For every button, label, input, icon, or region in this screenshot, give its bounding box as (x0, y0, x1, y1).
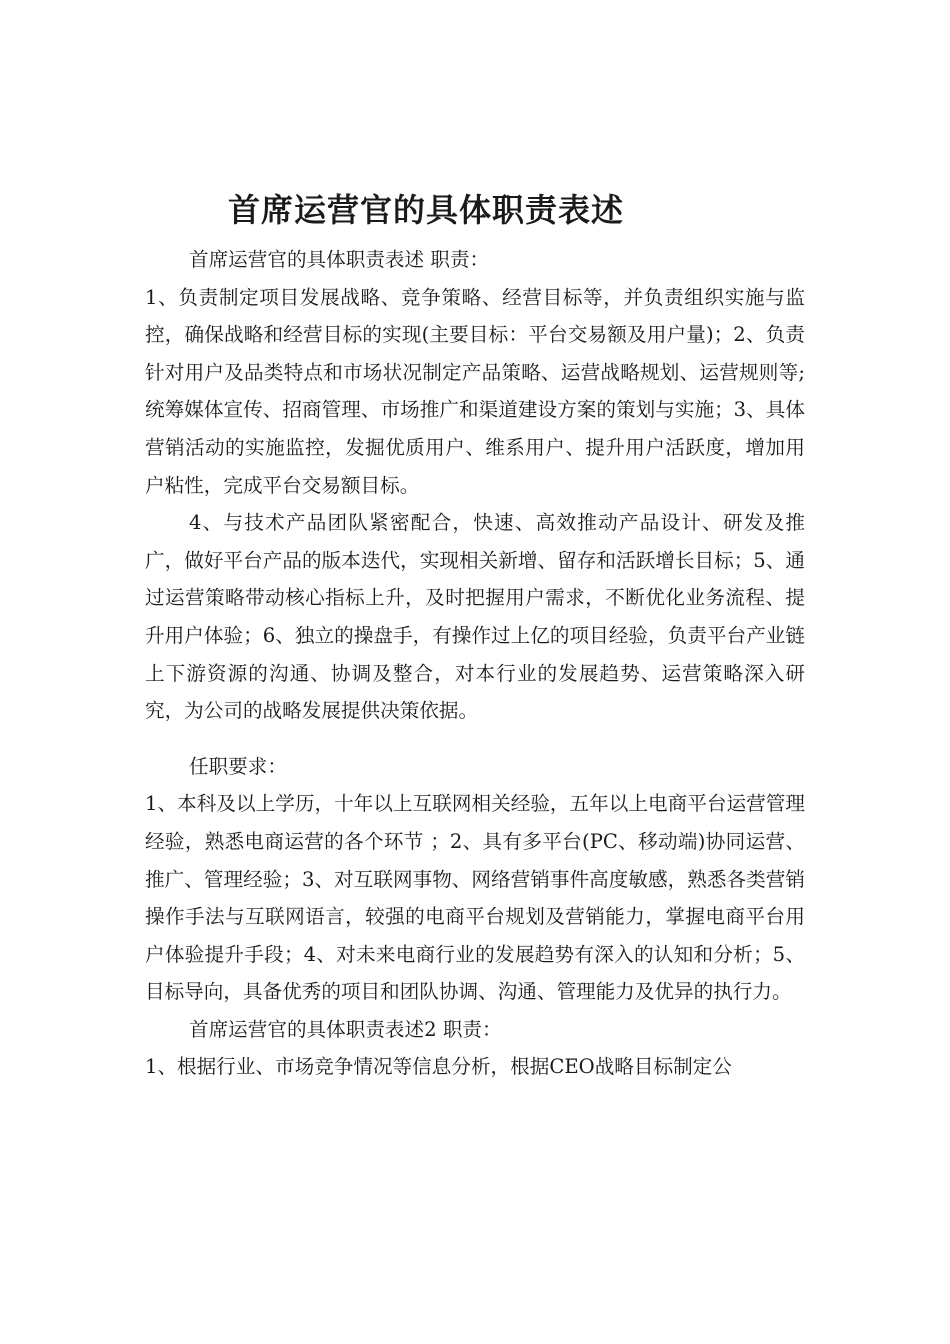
paragraph-duties-part-1: 1、负责制定项目发展战略、竞争策略、经营目标等，并负责组织实施与监控，确保战略和经营目标的实现(主要目标：平台交易额及用户量)；2、负责针对用户及品类特点和市场状况制定产品策略、运营战略规划、运营规则等;统筹媒体宣传、招商管理、市场推广和渠道建设方案的策划与实施；3、具体营销活动的实施监控，发掘优质用户、维系用户、提升用户活跃度，增加用户粘性，完成平台交易额目标。 (145, 285, 805, 497)
paragraph-requirements: 1、本科及以上学历，十年以上互联网相关经验，五年以上电商平台运营管理经验，熟悉电商运营的各个环节 ；2、具有多平台(PC、移动端)协同运营、推广、管理经验；3、对互联网事物、网络营销事件高度敏感，熟悉各类营销操作手法与互联网语言，较强的电商平台规划及营销能力，掌握电商平台用户体验提升手段；4、对未来电商行业的发展趋势有深入的认知和分析；5、目标导向，具备优秀的项目和团队协调、沟通、管理能力及优异的执行力。 (145, 792, 805, 1004)
paragraph-duties-part-2: 4、与技术产品团队紧密配合，快速、高效推动产品设计、研发及推广，做好平台产品的版本迭代，实现相关新增、留存和活跃增长目标；5、通过运营策略带动核心指标上升，及时把握用户需求，不断优化业务流程、提升用户体验；6、独立的操盘手，有操作过上亿的项目经验，负责平台产业链上下游资源的沟通、协调及整合，对本行业的发展趋势、运营策略深入研究，为公司的战略发展提供决策依据。 (145, 511, 805, 723)
paragraph-duties-2-heading: 首席运营官的具体职责表述2 职责： (189, 1017, 502, 1041)
paragraph-duties-2-part-1: 1、根据行业、市场竞争情况等信息分析，根据CEO战略目标制定公 (145, 1055, 732, 1079)
document-body (145, 241, 805, 1086)
paragraph-requirements-heading: 任职要求： (189, 754, 287, 778)
paragraph-duties-heading: 首席运营官的具体职责表述 职责： (189, 248, 490, 271)
document-title: 首席运营官的具体职责表述 (227, 191, 624, 229)
